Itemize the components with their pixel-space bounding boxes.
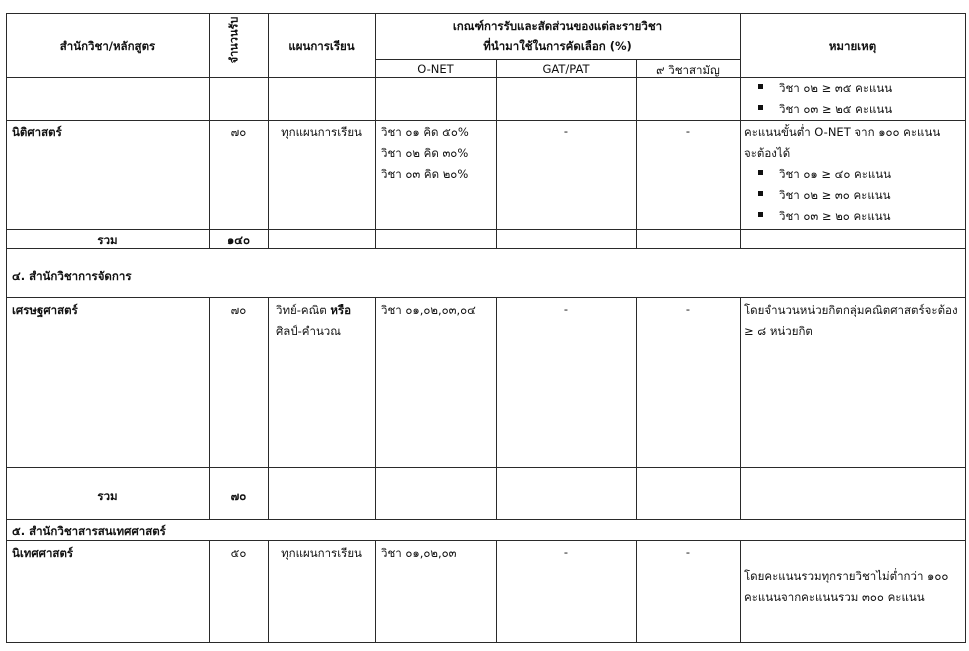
onet-criteria: วิชา ๐๑ คิด ๕๐% วิชา ๐๒ คิด ๓๐% วิชา ๐๓ คิด ๒๐% — [381, 125, 469, 181]
header-note: หมายเหตุ — [828, 39, 877, 53]
header-onet: O-NET — [417, 62, 454, 76]
total-value: ๑๔๐ — [226, 233, 251, 247]
note-bullet: วิชา ๐๒ ≥ ๓๕ คะแนน — [744, 78, 964, 99]
quota-value: ๕๐ — [230, 546, 247, 560]
note-bullet: วิชา ๐๑ ≥ ๔๐ คะแนน — [744, 164, 964, 185]
study-plan: ทุกแผนการเรียน — [281, 546, 362, 560]
nine-subjects-value: - — [685, 302, 691, 316]
total-label: รวม — [97, 233, 118, 247]
program-name: นิเทศศาสตร์ — [12, 546, 74, 560]
section-title: ๕. สำนักวิชาสารสนเทศศาสตร์ — [12, 524, 166, 538]
econ-note: โดยจำนวนหน่วยกิตกลุ่มคณิตศาสตร์จะต้อง ≥ ๘ หน่วยกิต — [744, 303, 958, 338]
study-plan: วิทย์-คณิต หรือ ศิลป์-คำนวณ — [276, 303, 352, 338]
note-bullet: วิชา ๐๒ ≥ ๓๐ คะแนน — [744, 185, 964, 206]
header-nine-subjects: ๙ วิชาสามัญ — [656, 63, 720, 77]
study-plan: ทุกแผนการเรียน — [281, 125, 362, 139]
program-name: เศรษฐศาสตร์ — [12, 303, 78, 317]
carry-note — [744, 78, 964, 120]
gatpat-value: - — [563, 124, 569, 138]
onet-criteria: วิชา ๐๑,๐๒,๐๓ — [381, 546, 457, 560]
header-criteria-sub: ที่นำมาใช้ในการคัดเลือก (%) — [483, 39, 632, 53]
gatpat-value: - — [563, 545, 569, 559]
header-plan: แผนการเรียน — [288, 39, 355, 53]
note-bullet: วิชา ๐๓ ≥ ๒๕ คะแนน — [744, 99, 964, 120]
header-criteria: เกณฑ์การรับและสัดส่วนของแต่ละรายวิชา — [452, 19, 663, 33]
onet-criteria: วิชา ๐๑,๐๒,๐๓,๐๔ — [381, 303, 476, 317]
quota-value: ๗๐ — [230, 125, 247, 139]
nine-subjects-value: - — [685, 545, 691, 559]
total-value: ๗๐ — [230, 489, 247, 503]
comm-note: โดยคะแนนรวมทุกรายวิชาไม่ต่ำกว่า ๑๐๐ คะแนนจากคะแนนรวม ๓๐๐ คะแนน — [744, 569, 949, 604]
header-gatpat: GAT/PAT — [542, 62, 590, 76]
law-note: คะแนนขั้นต่ำ O-NET จาก ๑๐๐ คะแนน จะต้องได้ วิชา ๐๑ ≥ ๔๐ คะแนน วิชา ๐๒ ≥ ๓๐ คะแนน วิชา ๐๓ ≥ ๒๐ คะแนน — [744, 122, 964, 227]
program-name: นิติศาสตร์ — [12, 125, 62, 139]
quota-value: ๗๐ — [230, 303, 247, 317]
nine-subjects-value: - — [685, 124, 691, 138]
header-quota: จำนวนรับ — [227, 16, 241, 64]
total-label: รวม — [97, 489, 118, 503]
note-bullet: วิชา ๐๓ ≥ ๒๐ คะแนน — [744, 206, 964, 227]
gatpat-value: - — [563, 302, 569, 316]
header-faculty: สำนักวิชา/หลักสูตร — [59, 39, 156, 53]
section-title: ๔. สำนักวิชาการจัดการ — [12, 269, 132, 283]
